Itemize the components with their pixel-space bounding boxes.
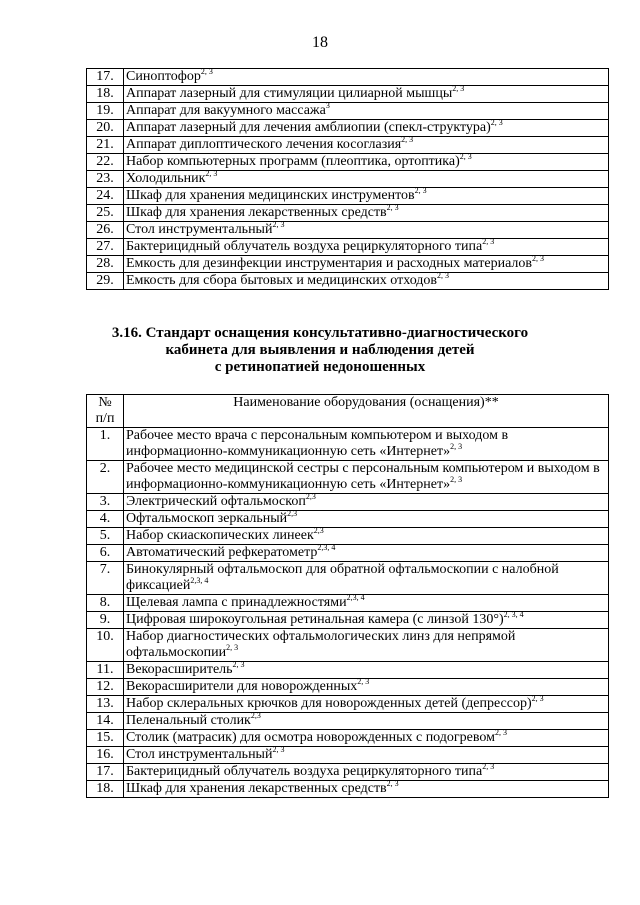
- equipment-name: Холодильник: [126, 171, 206, 186]
- table-row: [87, 528, 609, 545]
- section-heading-line-3: с ретинопатией недоношенных: [214, 359, 426, 375]
- table-row: [87, 171, 609, 188]
- table-header-row: [87, 395, 609, 428]
- equipment-name: Офтальмоскоп зеркальный: [126, 511, 288, 526]
- table-row: [87, 781, 609, 798]
- equipment-name-cell: [124, 696, 609, 713]
- equipment-name-cell: [124, 86, 609, 103]
- equipment-name-cell: [124, 662, 609, 679]
- table-row: [87, 137, 609, 154]
- footnote-reference: 2, 3: [386, 779, 399, 788]
- equipment-name: Бинокулярный офтальмоскоп для обратной офтальмоскопии с налобной фиксацией: [126, 562, 559, 593]
- row-number: 26.: [87, 222, 124, 239]
- row-number: 24.: [87, 188, 124, 205]
- footnote-reference: 2,3: [287, 509, 298, 518]
- row-number: 22.: [87, 154, 124, 171]
- equipment-name-cell: [124, 595, 609, 612]
- footnote-reference: 2, 3: [357, 677, 370, 686]
- equipment-name: Шкаф для хранения лекарственных средств: [126, 781, 387, 796]
- section-heading-line-2: кабинета для выявления и наблюдения детей: [165, 342, 475, 358]
- table-row: [87, 154, 609, 171]
- equipment-name: Аппарат для вакуумного массажа: [126, 103, 326, 118]
- table-row: [87, 562, 609, 595]
- row-number: 29.: [87, 273, 124, 290]
- footnote-reference: 2,3: [250, 711, 261, 720]
- row-number: 1.: [87, 428, 124, 461]
- table-row: [87, 511, 609, 528]
- footnote-reference: 2, 3: [490, 118, 503, 127]
- table-row: [87, 612, 609, 629]
- table-row: [87, 205, 609, 222]
- equipment-name: Пеленальный столик: [126, 713, 251, 728]
- table-row: [87, 103, 609, 120]
- equipment-name-cell: [124, 273, 609, 290]
- equipment-name-cell: [124, 764, 609, 781]
- equipment-name: Шкаф для хранения лекарственных средств: [126, 205, 387, 220]
- header-number-column: [87, 395, 124, 428]
- table-row: [87, 595, 609, 612]
- row-number: 2.: [87, 461, 124, 494]
- equipment-name-cell: [124, 730, 609, 747]
- table-row: [87, 256, 609, 273]
- equipment-name-cell: [124, 428, 609, 461]
- equipment-name: Шкаф для хранения медицинских инструментов: [126, 188, 415, 203]
- footnote-reference: 2, 3: [452, 84, 465, 93]
- retinopathy-equipment-table: [86, 394, 609, 798]
- footnote-reference: 2, 3: [226, 643, 239, 652]
- row-number: 12.: [87, 679, 124, 696]
- equipment-name-cell: [124, 747, 609, 764]
- equipment-name: Аппарат лазерный для лечения амблиопии (спекл-структура): [126, 120, 491, 135]
- equipment-table-continued: [86, 68, 609, 290]
- equipment-name: Электрический офтальмоскоп: [126, 494, 306, 509]
- equipment-name-cell: [124, 69, 609, 86]
- footnote-reference: 2,3, 4: [346, 593, 365, 602]
- equipment-name: Векорасширитель: [126, 662, 233, 677]
- table-row: [87, 662, 609, 679]
- footnote-reference: 2, 3: [482, 762, 495, 771]
- row-number: 4.: [87, 511, 124, 528]
- equipment-name-cell: [124, 239, 609, 256]
- footnote-reference: 2,3: [313, 526, 324, 535]
- footnote-reference: 2, 3: [272, 745, 285, 754]
- equipment-name: Векорасширители для новорожденных: [126, 679, 358, 694]
- footnote-reference: 2,3, 4: [317, 543, 336, 552]
- equipment-name-cell: [124, 256, 609, 273]
- page-number: 18: [312, 34, 328, 51]
- equipment-name-cell: [124, 528, 609, 545]
- table-row: [87, 545, 609, 562]
- equipment-name: Щелевая лампа с принадлежностями: [126, 595, 347, 610]
- row-number: 11.: [87, 662, 124, 679]
- row-number: 23.: [87, 171, 124, 188]
- row-number: 14.: [87, 713, 124, 730]
- footnote-reference: 2, 3: [205, 169, 218, 178]
- section-heading-line-1: 3.16. Стандарт оснащения консультативно-диагностического: [111, 325, 529, 341]
- table-row: [87, 188, 609, 205]
- table-row: [87, 764, 609, 781]
- footnote-reference: 2, 3: [401, 135, 414, 144]
- row-number: 5.: [87, 528, 124, 545]
- equipment-name-cell: [124, 679, 609, 696]
- equipment-name-cell: [124, 781, 609, 798]
- row-number: 17.: [87, 764, 124, 781]
- table-row: [87, 679, 609, 696]
- equipment-name: Набор склеральных крючков для новорожденных детей (депрессор): [126, 696, 532, 711]
- row-number: 19.: [87, 103, 124, 120]
- row-number: 18.: [87, 781, 124, 798]
- row-number: 27.: [87, 239, 124, 256]
- row-number: 8.: [87, 595, 124, 612]
- row-number: 13.: [87, 696, 124, 713]
- row-number: 16.: [87, 747, 124, 764]
- footnote-reference: 2, 3, 4: [503, 610, 524, 619]
- table-row: [87, 273, 609, 290]
- footnote-reference: 2, 3: [437, 271, 450, 280]
- footnote-reference: 2, 3: [386, 203, 399, 212]
- table-row: [87, 713, 609, 730]
- equipment-name: Набор диагностических офтальмологических линз для непрямой офтальмоскопии: [126, 629, 516, 660]
- table-row: [87, 428, 609, 461]
- equipment-name-cell: [124, 494, 609, 511]
- footnote-reference: 2, 3: [482, 237, 495, 246]
- table-row: [87, 120, 609, 137]
- equipment-name-cell: [124, 137, 609, 154]
- equipment-table-continued-body: [87, 69, 609, 290]
- equipment-name-cell: [124, 562, 609, 595]
- equipment-name: Набор компьютерных программ (плеоптика, ортоптика): [126, 154, 460, 169]
- equipment-name: Рабочее место врача с персональным компьютером и выходом в информационно-коммуникационную сеть «Интернет»: [126, 428, 509, 459]
- footnote-reference: 2,3: [305, 492, 316, 501]
- footnote-reference: 2, 3: [531, 694, 544, 703]
- equipment-name: Бактерицидный облучатель воздуха рециркуляторного типа: [126, 239, 483, 254]
- equipment-name-cell: [124, 545, 609, 562]
- footnote-reference: 2, 3: [414, 186, 427, 195]
- table-row: [87, 222, 609, 239]
- equipment-name-cell: [124, 103, 609, 120]
- equipment-name-cell: [124, 205, 609, 222]
- table-row: [87, 86, 609, 103]
- table-row: [87, 629, 609, 662]
- table-row: [87, 730, 609, 747]
- row-number: 21.: [87, 137, 124, 154]
- equipment-name-cell: [124, 511, 609, 528]
- header-name-column: Наименование оборудования (оснащения)**: [124, 395, 609, 428]
- row-number: 28.: [87, 256, 124, 273]
- equipment-name-cell: [124, 120, 609, 137]
- footnote-reference: 2, 3: [450, 475, 463, 484]
- header-number-line-2: п/п: [95, 411, 115, 426]
- equipment-name-cell: [124, 713, 609, 730]
- table-row: [87, 747, 609, 764]
- equipment-name: Столик (матрасик) для осмотра новорожденных с подогревом: [126, 730, 495, 745]
- equipment-name: Стол инструментальный: [126, 747, 273, 762]
- table-row: [87, 696, 609, 713]
- row-number: 15.: [87, 730, 124, 747]
- footnote-reference: 2, 3: [450, 442, 463, 451]
- equipment-name: Емкость для сбора бытовых и медицинских отходов: [126, 273, 438, 288]
- equipment-name: Набор скиаскопических линеек: [126, 528, 314, 543]
- row-number: 9.: [87, 612, 124, 629]
- footnote-reference: 2, 3: [494, 728, 507, 737]
- row-number: 17.: [87, 69, 124, 86]
- row-number: 7.: [87, 562, 124, 595]
- row-number: 20.: [87, 120, 124, 137]
- equipment-name-cell: [124, 629, 609, 662]
- equipment-name: Стол инструментальный: [126, 222, 273, 237]
- table-row: [87, 239, 609, 256]
- row-number: 25.: [87, 205, 124, 222]
- equipment-name: Рабочее место медицинской сестры с персональным компьютером и выходом в информационно-коммуникационную сеть «Интернет»: [126, 461, 600, 492]
- table-row: [87, 494, 609, 511]
- equipment-name: Автоматический рефкератометр: [126, 545, 318, 560]
- retinopathy-equipment-table-body: [87, 428, 609, 798]
- footnote-reference: 2, 3: [232, 660, 245, 669]
- footnote-reference: 2, 3: [532, 254, 545, 263]
- footnote-reference: 2, 3: [200, 67, 213, 76]
- equipment-name-cell: [124, 612, 609, 629]
- row-number: 3.: [87, 494, 124, 511]
- equipment-name: Цифровая широкоугольная ретинальная камера (с линзой 130°): [126, 612, 504, 627]
- table-row: [87, 461, 609, 494]
- footnote-reference: 3: [325, 101, 330, 110]
- equipment-name-cell: [124, 188, 609, 205]
- footnote-reference: 2, 3: [459, 152, 472, 161]
- row-number: 10.: [87, 629, 124, 662]
- row-number: 18.: [87, 86, 124, 103]
- section-heading: [0, 325, 640, 376]
- equipment-name: Синоптофор: [126, 69, 201, 84]
- equipment-name: Аппарат лазерный для стимуляции цилиарной мышцы: [126, 86, 453, 101]
- equipment-name: Аппарат диплоптического лечения косоглазия: [126, 137, 402, 152]
- footnote-reference: 2, 3: [272, 220, 285, 229]
- equipment-name-cell: [124, 171, 609, 188]
- table-row: [87, 69, 609, 86]
- equipment-name: Бактерицидный облучатель воздуха рециркуляторного типа: [126, 764, 483, 779]
- equipment-name-cell: [124, 154, 609, 171]
- equipment-name-cell: [124, 461, 609, 494]
- row-number: 6.: [87, 545, 124, 562]
- equipment-name-cell: [124, 222, 609, 239]
- footnote-reference: 2,3, 4: [190, 576, 209, 585]
- header-number-line-1: №: [98, 395, 112, 410]
- equipment-name: Емкость для дезинфекции инструментария и расходных материалов: [126, 256, 533, 271]
